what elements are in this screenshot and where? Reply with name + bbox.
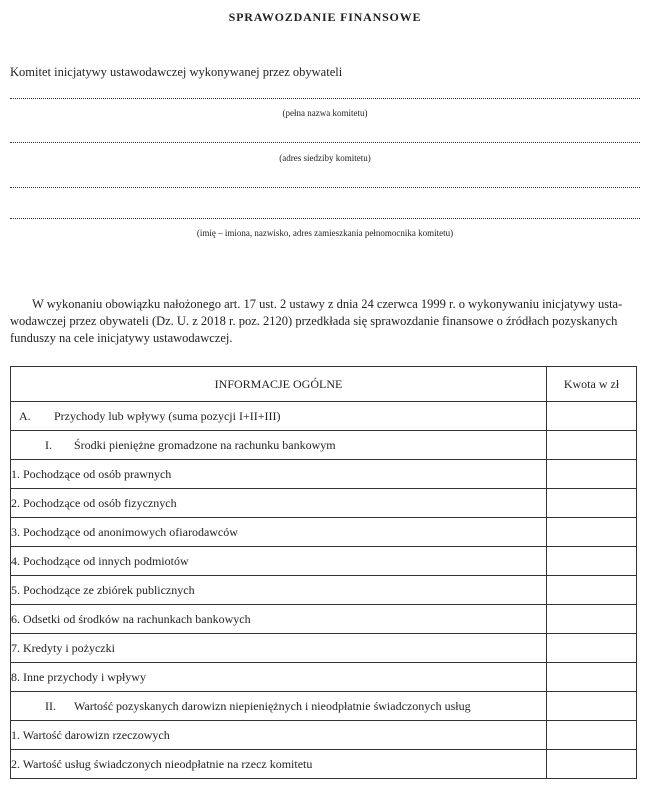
section-i-cell: [11, 431, 547, 460]
table-row-section-i: [11, 431, 637, 460]
section-a-marker: A.: [19, 408, 31, 423]
item-i-4: 4. Pochodzące od innych podmiotów: [11, 547, 547, 576]
amount-cell-a[interactable]: [547, 402, 637, 431]
table-row: [11, 518, 637, 547]
section-i-label: Środki pieniężne gromadzone na rachunku bankowym: [74, 437, 336, 452]
section-a-cell: [11, 402, 547, 431]
table-header-row: [11, 367, 637, 402]
item-ii-1: 1. Wartość darowizn rzeczowych: [11, 721, 547, 750]
table-row-section-a: [11, 402, 637, 431]
header-general-info: INFORMACJE OGÓLNE: [11, 367, 547, 402]
table-row: [11, 634, 637, 663]
table-row: [11, 663, 637, 692]
amount-cell-ii-1[interactable]: [547, 721, 637, 750]
paragraph-line: funduszy na cele inicjatywy ustawodawczej.: [10, 331, 233, 345]
amount-cell-i-3[interactable]: [547, 518, 637, 547]
committee-address-caption: (adres siedziby komitetu): [279, 153, 371, 163]
amount-cell-ii-2[interactable]: [547, 750, 637, 779]
committee-name-line: [10, 98, 640, 99]
section-i-marker: I.: [45, 437, 52, 452]
item-ii-2: 2. Wartość usług świadczonych nieodpłatnie na rzecz komitetu: [11, 750, 547, 779]
legal-basis-paragraph: [10, 296, 640, 347]
section-ii-marker: II.: [45, 698, 56, 713]
committee-name-caption: (pełna nazwa komitetu): [282, 108, 368, 118]
item-i-3: 3. Pochodzące od anonimowych ofiarodawców: [11, 518, 547, 547]
paragraph-line: wodawczej przez obywateli (Dz. U. z 2018 r. poz. 2120) przedkłada się sprawozdanie finansowe o źródłach pozyskanych: [10, 314, 618, 328]
table-row: [11, 721, 637, 750]
item-i-2: 2. Pochodzące od osób fizycznych: [11, 489, 547, 518]
header-amount: Kwota w zł: [547, 367, 637, 402]
table-row: [11, 750, 637, 779]
item-i-7: 7. Kredyty i pożyczki: [11, 634, 547, 663]
table-row: [11, 489, 637, 518]
item-i-8: 8. Inne przychody i wpływy: [11, 663, 547, 692]
committee-label: Komitet inicjatywy ustawodawczej wykonywanej przez obywateli: [10, 65, 343, 79]
amount-cell-i-6[interactable]: [547, 605, 637, 634]
table-row: [11, 460, 637, 489]
committee-address-line: [10, 142, 640, 143]
financial-info-table: [10, 366, 637, 779]
amount-cell-i[interactable]: [547, 431, 637, 460]
amount-cell-i-2[interactable]: [547, 489, 637, 518]
proxy-line-1: [10, 187, 640, 188]
table-row: [11, 547, 637, 576]
paragraph-line: W wykonaniu obowiązku nałożonego art. 17 ust. 2 ustawy z dnia 24 czerwca 1999 r. o wykonywaniu inicjatywy usta-: [32, 297, 623, 311]
item-i-6: 6. Odsetki od środków na rachunkach bankowych: [11, 605, 547, 634]
item-i-1: 1. Pochodzące od osób prawnych: [11, 460, 547, 489]
section-a-label: Przychody lub wpływy (suma pozycji I+II+III): [54, 408, 281, 423]
item-i-5: 5. Pochodzące ze zbiórek publicznych: [11, 576, 547, 605]
amount-cell-i-5[interactable]: [547, 576, 637, 605]
table-row: [11, 605, 637, 634]
section-ii-label: Wartość pozyskanych darowizn niepieniężnych i nieodpłatnie świadczonych usług: [74, 698, 471, 713]
amount-cell-ii[interactable]: [547, 692, 637, 721]
table-row: [11, 576, 637, 605]
section-ii-cell: [11, 692, 547, 721]
proxy-caption: (imię – imiona, nazwisko, adres zamieszkania pełnomocnika komitetu): [196, 228, 454, 238]
amount-cell-i-8[interactable]: [547, 663, 637, 692]
amount-cell-i-1[interactable]: [547, 460, 637, 489]
amount-cell-i-4[interactable]: [547, 547, 637, 576]
page-title: SPRAWOZDANIE FINANSOWE: [228, 10, 422, 24]
proxy-line-2: [10, 218, 640, 219]
table-row-section-ii: [11, 692, 637, 721]
amount-cell-i-7[interactable]: [547, 634, 637, 663]
